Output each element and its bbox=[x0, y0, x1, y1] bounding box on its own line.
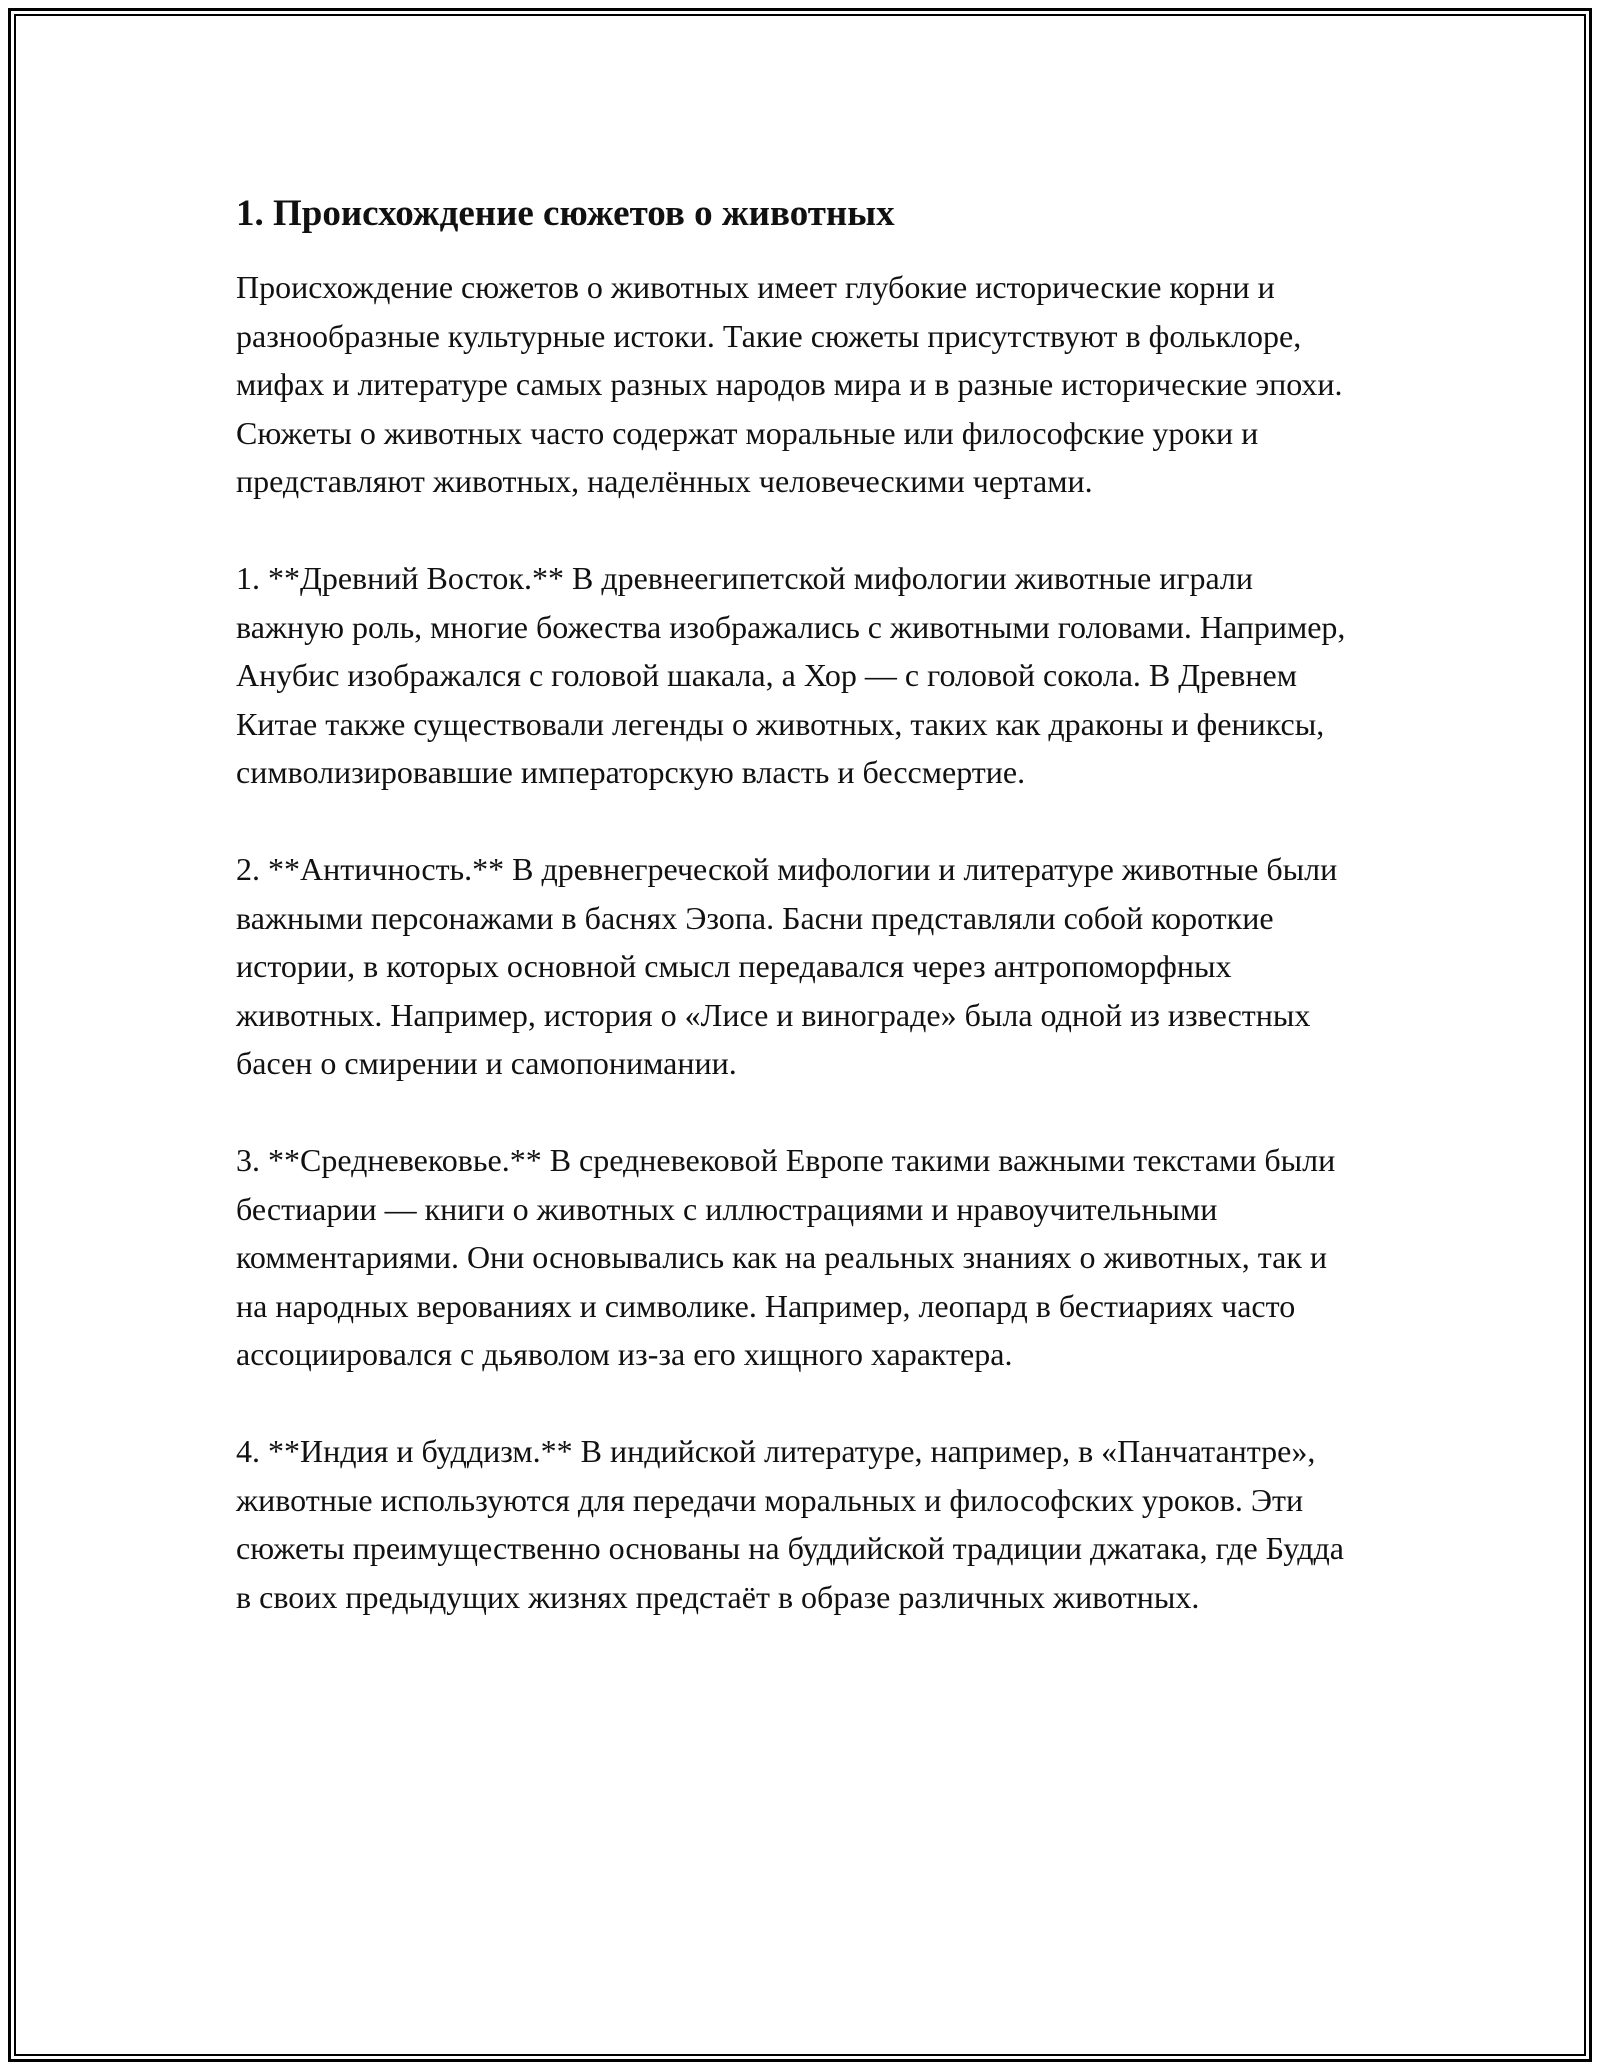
document-body bbox=[236, 190, 1366, 1621]
section-heading: 1. Происхождение сюжетов о животных bbox=[236, 193, 895, 234]
list-item-middle-ages: 3. **Средневековье.** В средневековой Европе такими важными текстами были бестиарии — книги о животных с иллюстрациями и нравоучительными комментариями. Они основывались как на реальных знаниях о животных, так и на народных верованиях и символике. Например, леопард в бестиариях часто ассоциировался с дьяволом из-за его хищного характера. bbox=[236, 1142, 1336, 1372]
intro-paragraph: Происхождение сюжетов о животных имеет глубокие исторические корни и разнообразные культурные истоки. Такие сюжеты присутствуют в фольклоре, мифах и литературе самых разных народов мира и в разные исторические эпохи. Сюжеты о животных часто содержат моральные или философские уроки и представляют животных, наделённых человеческими чертами. bbox=[236, 269, 1343, 499]
list-item-antiquity: 2. **Античность.** В древнегреческой мифологии и литературе животные были важными персонажами в баснях Эзопа. Басни представляли собой короткие истории, в которых основной смысл передавался через антропоморфных животных. Например, история о «Лисе и винограде» была одной из известных басен о смирении и самопонимании. bbox=[236, 851, 1338, 1081]
list-item-ancient-east: 1. **Древний Восток.** В древнеегипетской мифологии животные играли важную роль, многие божества изображались с животными головами. Например, Анубис изображался с головой шакала, а Хор — с головой сокола. В Древнем Китае также существовали легенды о животных, таких как драконы и фениксы, символизировавшие императорскую власть и бессмертие. bbox=[236, 560, 1346, 790]
list-item-india-buddhism: 4. **Индия и буддизм.** В индийской литературе, например, в «Панчатантре», животные используются для передачи моральных и философских уроков. Эти сюжеты преимущественно основаны на буддийской традиции джатака, где Будда в своих предыдущих жизнях предстаёт в образе различных животных. bbox=[236, 1433, 1344, 1615]
